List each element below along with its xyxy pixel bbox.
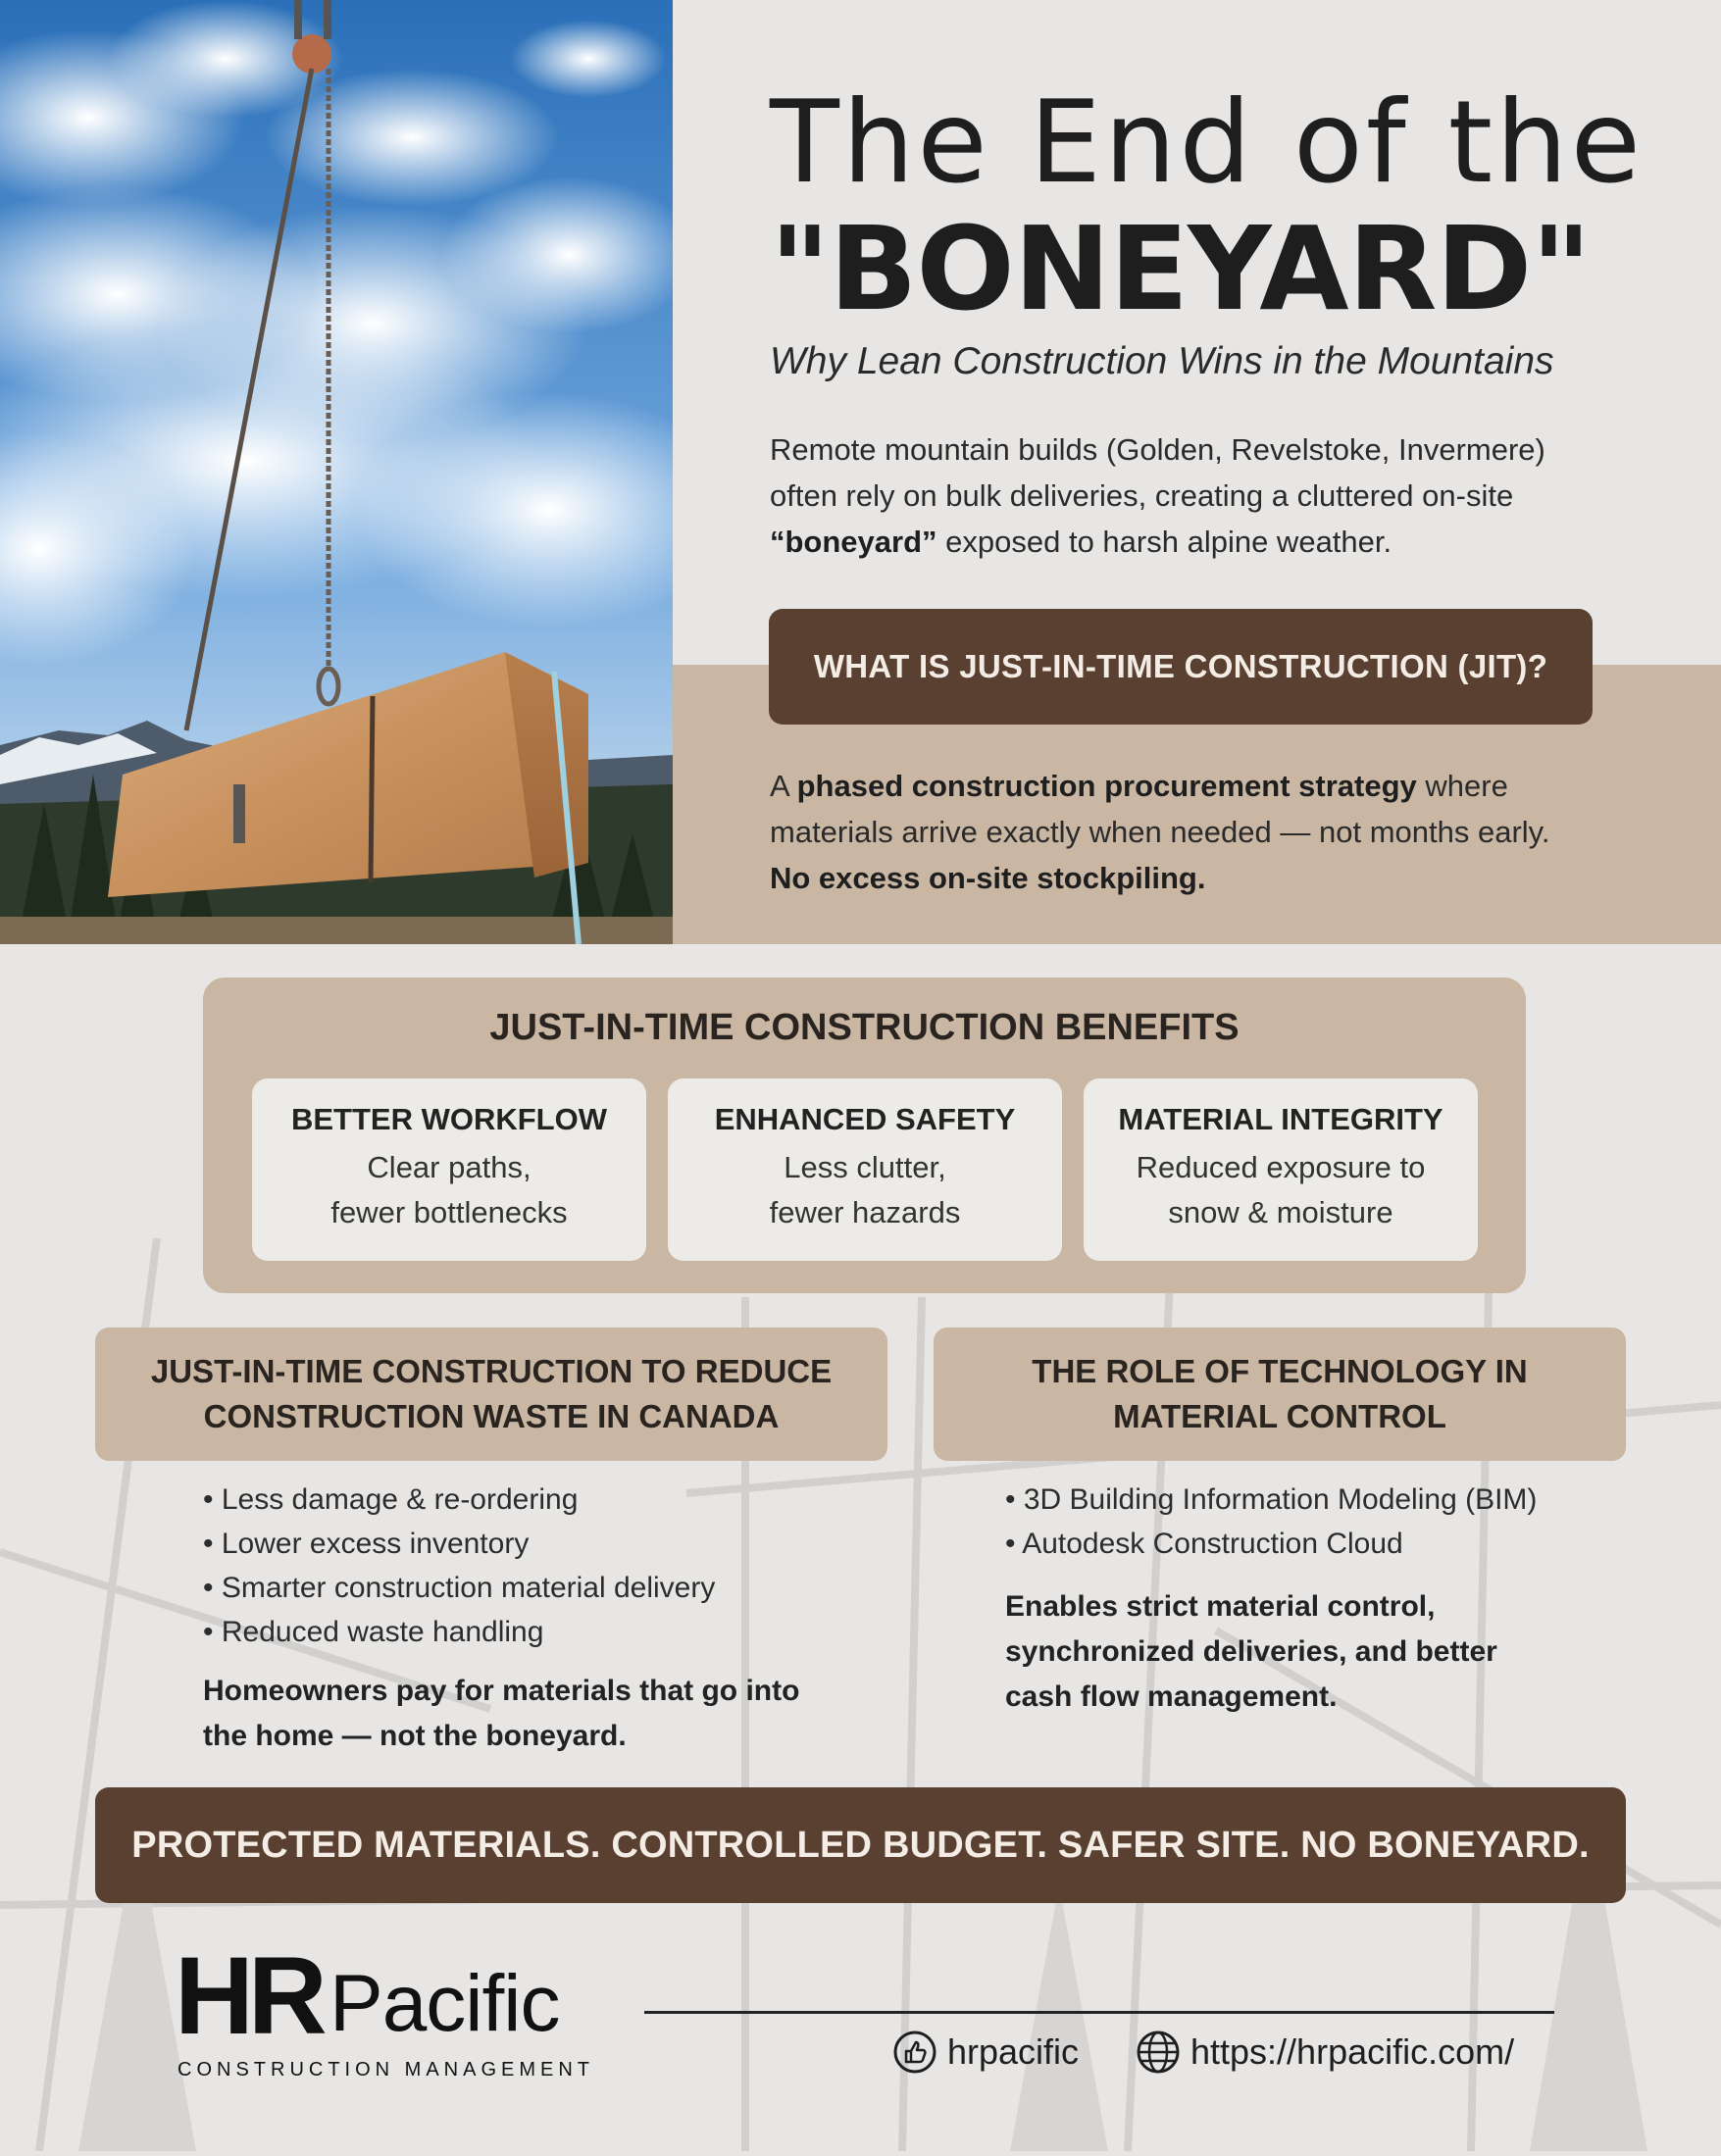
social-handle: hrpacific [947, 2031, 1080, 2072]
benefit-card-title: BETTER WORKFLOW [290, 1102, 607, 1136]
website-url: https://hrpacific.com/ [1190, 2031, 1515, 2072]
jit-heading: WHAT IS JUST-IN-TIME CONSTRUCTION (JIT)? [813, 648, 1548, 684]
title-line-1: The End of the [770, 76, 1644, 209]
benefits-panel [203, 978, 1526, 1293]
benefits-title: JUST-IN-TIME CONSTRUCTION BENEFITS [489, 1007, 1240, 1048]
logo-pacific: Pacific [329, 1959, 560, 2048]
tech-section-heading: THE ROLE OF TECHNOLOGY IN MATERIAL CONTROL [934, 1328, 1626, 1461]
benefit-card-title: ENHANCED SAFETY [714, 1102, 1016, 1136]
footer-divider [644, 2011, 1554, 2014]
list-item: • Less damage & re-ordering [203, 1478, 715, 1522]
intro-bold: “boneyard” [770, 525, 937, 559]
waste-section-heading: JUST-IN-TIME CONSTRUCTION TO REDUCE CONSTRUCTION WASTE IN CANADA [95, 1328, 887, 1461]
list-item: • Lower excess inventory [203, 1522, 715, 1566]
benefit-card-workflow [252, 1078, 646, 1261]
subtitle: Why Lean Construction Wins in the Mountains [770, 340, 1554, 382]
benefit-card-desc: Clear paths, fewer bottlenecks [330, 1150, 568, 1229]
thumbs-up-icon [892, 2030, 937, 2075]
title-line-2: "BONEYARD" [770, 201, 1591, 336]
benefit-card-safety [668, 1078, 1062, 1261]
logo-hr: HR [175, 1934, 322, 2057]
jit-description [770, 763, 1613, 901]
waste-note: Homeowners pay for materials that go into the home — not the boneyard. [203, 1675, 800, 1752]
tech-bullet-list [1005, 1478, 1537, 1566]
waste-bullet-list [203, 1478, 715, 1654]
logo-subtitle: CONSTRUCTION MANAGEMENT [177, 2059, 594, 2081]
list-item: • Smarter construction material delivery [203, 1566, 715, 1610]
list-item: • Autodesk Construction Cloud [1005, 1522, 1537, 1566]
tech-note: Enables strict material control, synchronized deliveries, and better cash flow management. [1005, 1590, 1497, 1713]
benefit-card-desc: Less clutter, fewer hazards [769, 1150, 961, 1229]
intro-text-1: Remote mountain builds (Golden, Revelstoke, Invermere) often rely on bulk deliveries, creating a cluttered on-site [770, 432, 1545, 513]
slogan-banner [95, 1787, 1626, 1903]
benefit-card-title: MATERIAL INTEGRITY [1118, 1102, 1443, 1136]
jit-heading-box [769, 609, 1593, 725]
jit-desc-mid: where materials arrive exactly when needed — not months early. [770, 769, 1550, 849]
hero-photo [0, 0, 673, 944]
website-link[interactable] [1136, 2030, 1514, 2075]
intro-text-2: exposed to harsh alpine weather. [936, 525, 1392, 559]
slogan-text: PROTECTED MATERIALS. CONTROLLED BUDGET. SAFER SITE. NO BONEYARD. [131, 1824, 1590, 1866]
jit-desc-prefix: A [770, 769, 797, 803]
benefit-card-desc: Reduced exposure to snow & moisture [1136, 1150, 1426, 1229]
list-item: • 3D Building Information Modeling (BIM) [1005, 1478, 1537, 1522]
list-item: • Reduced waste handling [203, 1610, 715, 1654]
benefit-card-integrity [1084, 1078, 1478, 1261]
globe-icon [1136, 2030, 1181, 2075]
intro-paragraph [770, 426, 1603, 565]
jit-desc-end: No excess on-site stockpiling. [770, 861, 1206, 895]
jit-desc-bold: phased construction procurement strategy [796, 769, 1417, 803]
social-link[interactable] [892, 2030, 1079, 2075]
